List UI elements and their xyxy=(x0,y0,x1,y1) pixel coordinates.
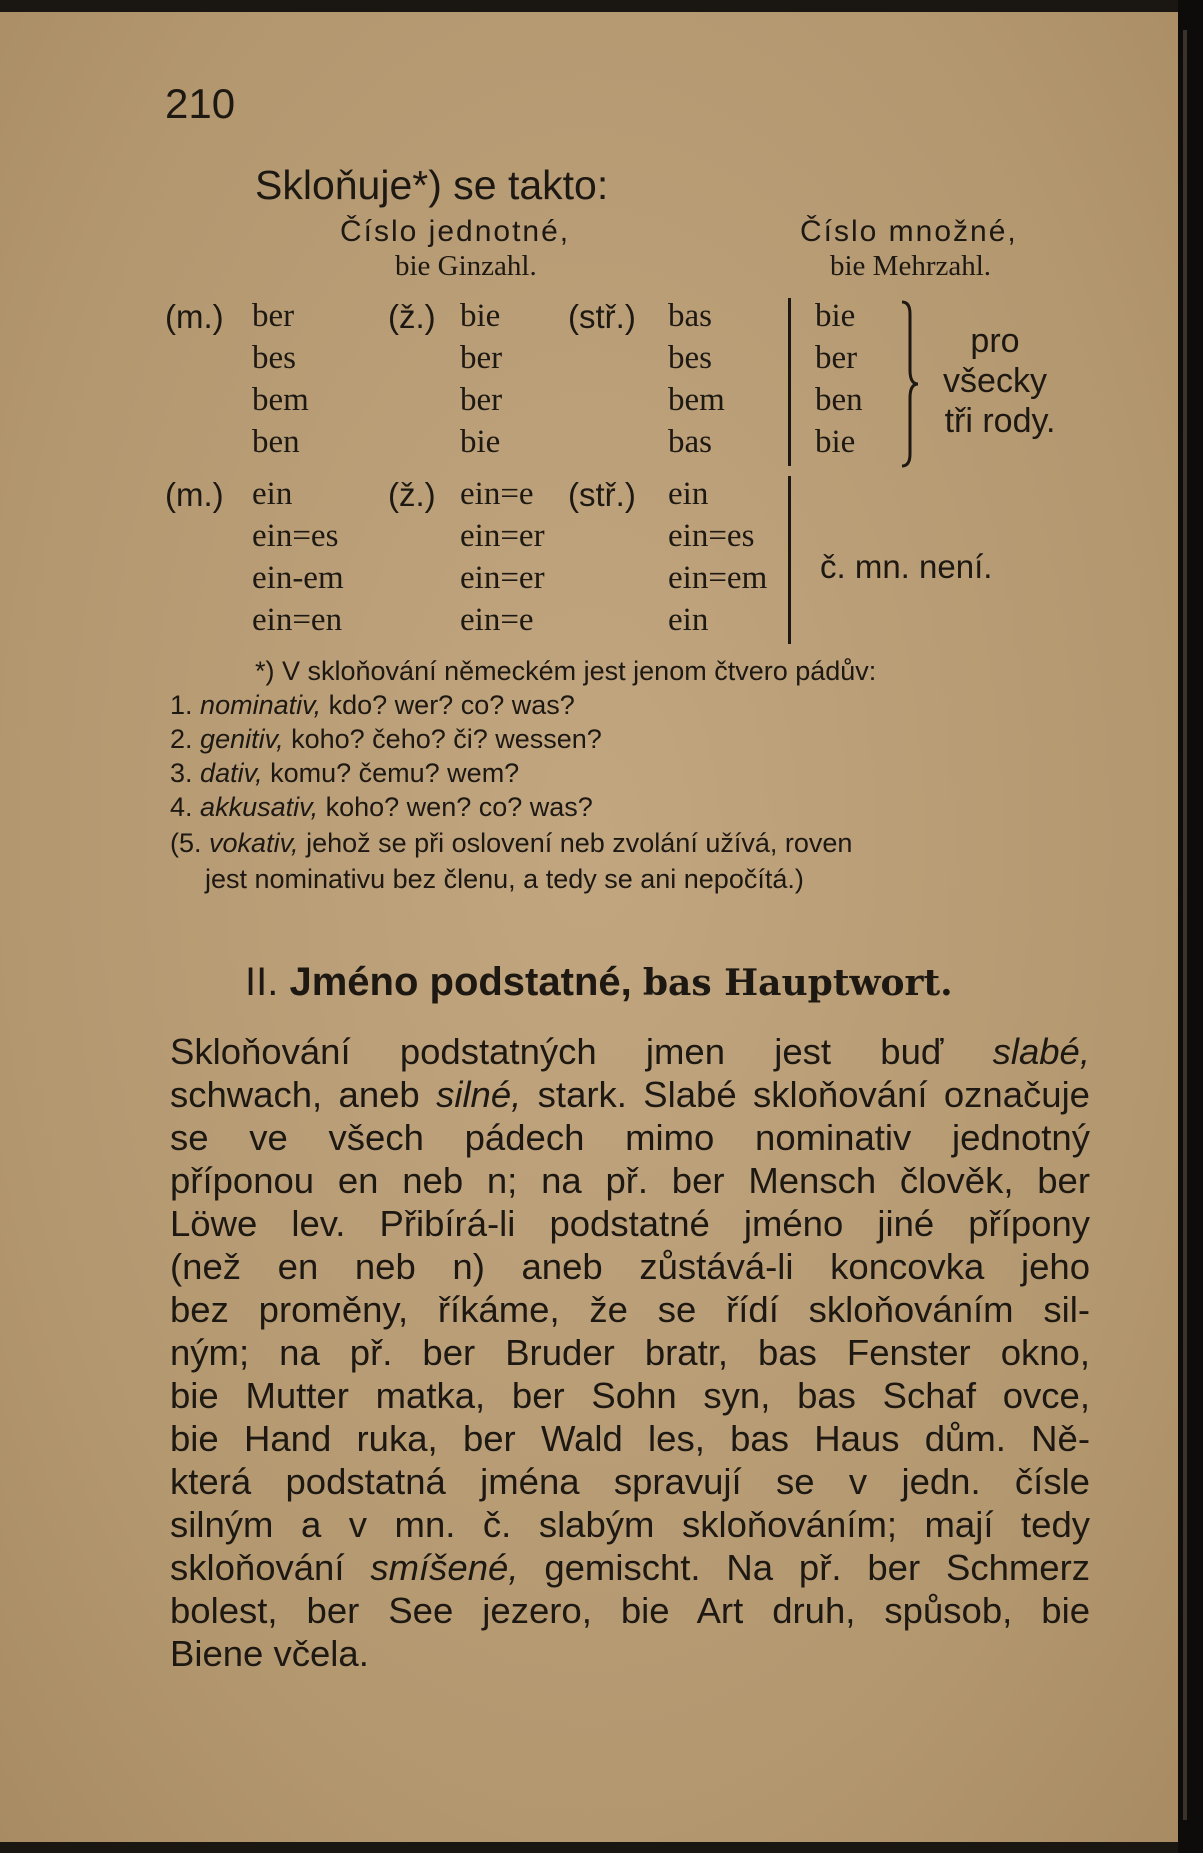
right-brace xyxy=(898,300,920,468)
indef-masc-gen: ein=es xyxy=(252,518,339,554)
plural-note-line3: tři rody. xyxy=(944,402,1056,440)
body-line-1: Skloňování podstatných jmen jest buď slabé, xyxy=(170,1031,1090,1072)
def-neut-label: (stř.) xyxy=(568,298,636,335)
def-plural-gen: ber xyxy=(815,340,858,376)
body-line-4: příponou en neb n; na př. ber Mensch člověk, ber xyxy=(170,1160,1090,1201)
def-fem-label: (ž.) xyxy=(388,298,436,335)
indef-neut-nom: ein xyxy=(668,476,709,512)
case-4-num: 4. xyxy=(170,792,193,822)
body-line-5: Löwe lev. Přibírá-li podstatné jméno jiné přípony xyxy=(170,1203,1090,1244)
indef-fem-dat: ein=er xyxy=(460,560,545,596)
vocative-text1: jehož se při oslovení neb zvolání užívá, roven xyxy=(306,828,853,858)
case-3-name: dativ, xyxy=(200,758,263,788)
plural-note-line1: pro xyxy=(970,322,1020,360)
case-2-name: genitiv, xyxy=(200,724,284,754)
column-divider-top xyxy=(788,298,791,466)
page-edge xyxy=(1178,0,1203,1853)
section-name: Jméno podstatné, xyxy=(289,960,632,1004)
def-plural-dat: ben xyxy=(815,382,863,418)
def-masc-dat: bem xyxy=(252,382,309,418)
singular-subheader: bie Ginzahl. xyxy=(395,250,537,282)
def-masc-label: (m.) xyxy=(165,298,224,335)
case-1-text: kdo? wer? co? was? xyxy=(328,690,575,720)
indef-fem-acc: ein=e xyxy=(460,602,534,638)
indef-masc-acc: ein=en xyxy=(252,602,343,638)
indef-neut-gen: ein=es xyxy=(668,518,755,554)
def-neut-gen: bes xyxy=(668,340,712,376)
footnote-case-1 xyxy=(170,690,575,721)
footnote-case-2 xyxy=(170,724,602,755)
plural-header: Číslo množné, xyxy=(800,215,1018,248)
body-paragraph xyxy=(170,1030,1090,1675)
indef-fem-gen: ein=er xyxy=(460,518,545,554)
footnote-case-4 xyxy=(170,792,593,823)
indef-masc-nom: ein xyxy=(252,476,293,512)
def-fem-acc: bie xyxy=(460,424,501,460)
def-masc-gen: bes xyxy=(252,340,296,376)
body-line-14: bolest, ber See jezero, bie Art druh, spůsob, bie xyxy=(170,1590,1090,1631)
def-neut-dat: bem xyxy=(668,382,725,418)
footnote-case-3 xyxy=(170,758,519,789)
footnote-intro: *) V skloňování německém jest jenom čtvero pádův: xyxy=(255,656,877,686)
body-line-9: bie Mutter matka, ber Sohn syn, bas Schaf ovce, xyxy=(170,1375,1090,1416)
plural-note-line2: všecky xyxy=(943,362,1047,400)
binding-edge-line xyxy=(1183,30,1187,1820)
body-line-8: ným; na př. ber Bruder bratr, bas Fenster okno, xyxy=(170,1332,1090,1373)
singular-header: Číslo jednotné, xyxy=(340,215,571,248)
body-line-3: se ve všech pádech mimo nominativ jednotný xyxy=(170,1117,1090,1158)
page-number: 210 xyxy=(165,80,236,127)
case-2-num: 2. xyxy=(170,724,193,754)
body-line-11: která podstatná jména spravují se v jedn. čísle xyxy=(170,1461,1090,1502)
column-divider-bottom xyxy=(788,476,791,644)
body-line-2: schwach, aneb silné, stark. Slabé skloňování označuje xyxy=(170,1074,1090,1115)
indef-masc-dat: ein-em xyxy=(252,560,344,596)
indef-plural-note: č. mn. není. xyxy=(820,548,993,585)
def-neut-acc: bas xyxy=(668,424,712,460)
def-fem-gen: ber xyxy=(460,340,503,376)
vocative-num: (5. xyxy=(170,828,202,858)
indef-neut-acc: ein xyxy=(668,602,709,638)
plural-subheader: bie Mehrzahl. xyxy=(830,250,992,282)
def-fem-dat: ber xyxy=(460,382,503,418)
case-4-text: koho? wen? co? was? xyxy=(325,792,593,822)
footnote-vocative-line1 xyxy=(170,828,852,859)
body-line-12: silným a v mn. č. slabým skloňováním; mají tedy xyxy=(170,1504,1090,1545)
indef-fem-label: (ž.) xyxy=(388,476,436,513)
def-masc-acc: ben xyxy=(252,424,300,460)
case-2-text: koho? čeho? či? wessen? xyxy=(291,724,602,754)
declension-heading: Skloňuje*) se takto: xyxy=(255,162,609,208)
indef-neut-dat: ein=em xyxy=(668,560,768,596)
def-neut-nom: bas xyxy=(668,298,712,334)
footnote-vocative-line2: jest nominativu bez členu, a tedy se ani nepočítá.) xyxy=(205,864,804,894)
section-german: bas Hauptwort. xyxy=(642,962,953,1004)
def-masc-nom: ber xyxy=(252,298,295,334)
indef-neut-label: (stř.) xyxy=(568,476,636,513)
case-1-num: 1. xyxy=(170,690,193,720)
indef-fem-nom: ein=e xyxy=(460,476,534,512)
body-line-6: (než en neb n) aneb zůstává-li koncovka jeho xyxy=(170,1246,1090,1287)
section-title xyxy=(245,960,953,1005)
body-line-13: skloňování smíšené, gemischt. Na př. ber Schmerz xyxy=(170,1547,1090,1588)
vocative-name: vokativ, xyxy=(209,828,299,858)
def-plural-nom: bie xyxy=(815,298,856,334)
case-3-num: 3. xyxy=(170,758,193,788)
indef-masc-label: (m.) xyxy=(165,476,224,513)
body-line-15: Biene včela. xyxy=(170,1633,369,1674)
case-1-name: nominativ, xyxy=(200,690,322,720)
def-fem-nom: bie xyxy=(460,298,501,334)
body-line-10: bie Hand ruka, ber Wald les, bas Haus dům. Ně- xyxy=(170,1418,1090,1459)
body-line-7: bez proměny, říkáme, že se řídí skloňováním sil- xyxy=(170,1289,1090,1330)
case-3-text: komu? čemu? wem? xyxy=(270,758,520,788)
def-plural-acc: bie xyxy=(815,424,856,460)
section-numeral: II. xyxy=(245,960,279,1004)
case-4-name: akkusativ, xyxy=(200,792,319,822)
